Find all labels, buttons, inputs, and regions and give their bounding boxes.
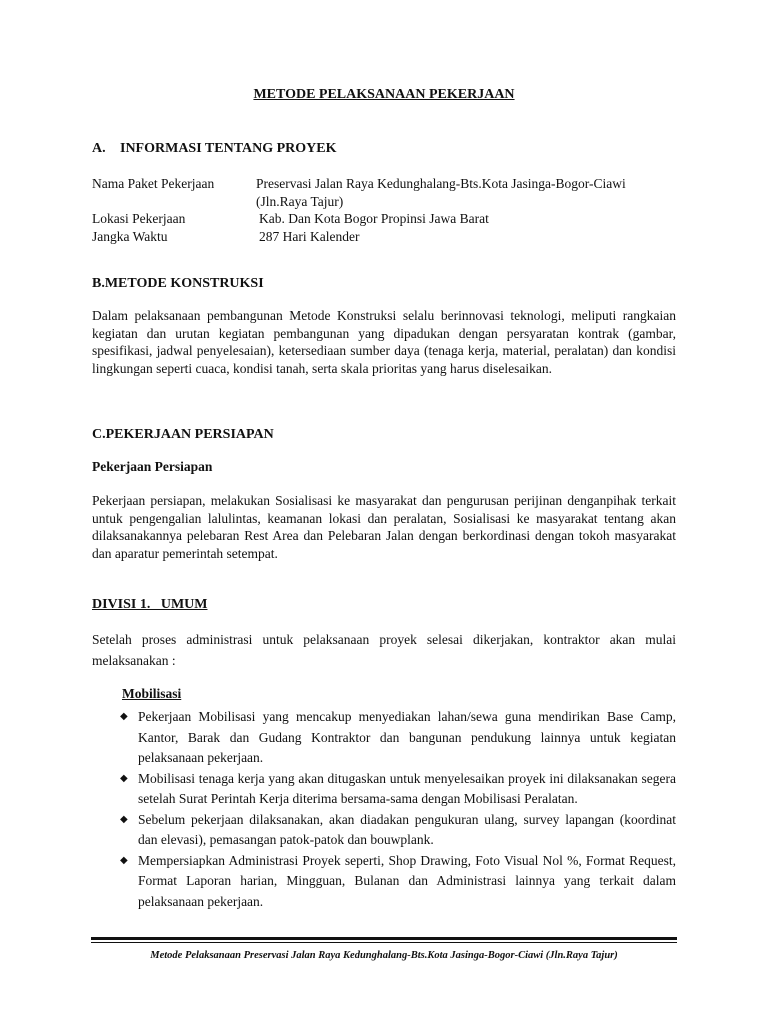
mobilisasi-title: Mobilisasi: [122, 686, 182, 701]
section-c-heading: C.PEKERJAAN PERSIAPAN: [92, 427, 274, 442]
list-item-text: Mobilisasi tenaga kerja yang akan ditugaskan untuk menyelesaikan proyek ini dilaksanakan segera setelah Surat Perintah Kerja diterima bersama-sama dengan Mobilisasi Peralatan.: [138, 770, 676, 806]
document-title: METODE PELAKSANAAN PEKERJAAN: [253, 87, 515, 102]
list-item-text: Sebelum pekerjaan dilaksanakan, akan diadakan pengukuran ulang, survey lapangan (koordinat dan elevasi), pemasangan patok-patok dan bouwplank.: [138, 811, 676, 847]
info-row-location: [92, 210, 682, 228]
list-item-text: Pekerjaan Mobilisasi yang mencakup menyediakan lahan/sewa guna mendirikan Base Camp, Kantor, Barak dan Gudang Kontraktor dan bangunan pendukung lainnya untuk kegiatan pelaksanaan pekerjaan.: [138, 709, 676, 765]
section-b-heading: B.METODE KONSTRUKSI: [92, 276, 264, 291]
diamond-bullet-icon: ◆: [120, 813, 128, 825]
list-item: [120, 851, 676, 913]
section-c-subheading: Pekerjaan Persiapan: [92, 459, 213, 474]
info-label: Jangka Waktu: [92, 228, 168, 244]
footer-divider-thin: [91, 942, 677, 943]
info-label: Nama Paket Pekerjaan: [92, 176, 215, 191]
divisi-1-paragraph: Setelah proses administrasi untuk pelaksanaan proyek selesai dikerjakan, kontraktor akan mulai melaksanakan :: [92, 632, 676, 668]
info-label: Lokasi Pekerjaan: [92, 211, 186, 226]
info-value: 287 Hari Kalender: [259, 228, 360, 244]
list-item: [120, 810, 676, 851]
footer-divider-thick: [91, 937, 677, 940]
info-row-duration: [92, 228, 682, 246]
section-c-paragraph: Pekerjaan persiapan, melakukan Sosialisasi ke masyarakat dan pengurusan perijinan denganpihak terkait untuk pengengalian lalulintas, keamanan lokasi dan peralatan, Sosialisasi ke masyarakat tentang akan dilaksanakannya pelebaran Rest Area dan Pelebaran Jalan dengan berkordinasi dengan tokoh masyarakat dan aparatur pemerintah setempat.: [92, 493, 676, 561]
list-item-text: Mempersiapkan Administrasi Proyek seperti, Shop Drawing, Foto Visual Nol %, Format Request, Format Laporan harian, Mingguan, Bulanan dan Administrasi lainnya yang terkait dalam pelaksanaan pekerjaan.: [138, 852, 676, 909]
section-b-paragraph: Dalam pelaksanaan pembangunan Metode Konstruksi selalu berinnovasi teknologi, meliputi rangkaian kegiatan dan urutan kegiatan pembangunan yang dipadukan dengan persyaratan kontrak (gambar, spesifikasi, jadwal penyelesaian), ketersediaan sumber daya (tenaga kerja, material, peralatan) dan kondisi lingkungan seperti cuaca, kondisi tanah, serta skala prioritas yang harus diselesaikan.: [92, 308, 676, 376]
divisi-1-heading: DIVISI 1. UMUM: [92, 597, 208, 612]
diamond-bullet-icon: ◆: [120, 772, 128, 784]
section-a-title: INFORMASI TENTANG PROYEK: [120, 141, 337, 156]
section-a-number: A.: [92, 141, 106, 156]
info-value: Kab. Dan Kota Bogor Propinsi Jawa Barat: [259, 211, 489, 226]
page-footer: Metode Pelaksanaan Preservasi Jalan Raya Kedunghalang-Bts.Kota Jasinga-Bogor-Ciawi (Jln.Raya Tajur): [150, 950, 618, 961]
info-value: Preservasi Jalan Raya Kedunghalang-Bts.Kota Jasinga-Bogor-Ciawi (Jln.Raya Tajur): [256, 176, 626, 209]
list-item: [120, 769, 676, 810]
diamond-bullet-icon: ◆: [120, 711, 128, 722]
section-a-heading: [92, 141, 337, 157]
mobilisasi-list: [120, 707, 676, 912]
diamond-bullet-icon: ◆: [120, 854, 128, 866]
list-item: [120, 707, 676, 769]
info-row-package: [92, 175, 682, 210]
project-info-table: [92, 175, 682, 245]
